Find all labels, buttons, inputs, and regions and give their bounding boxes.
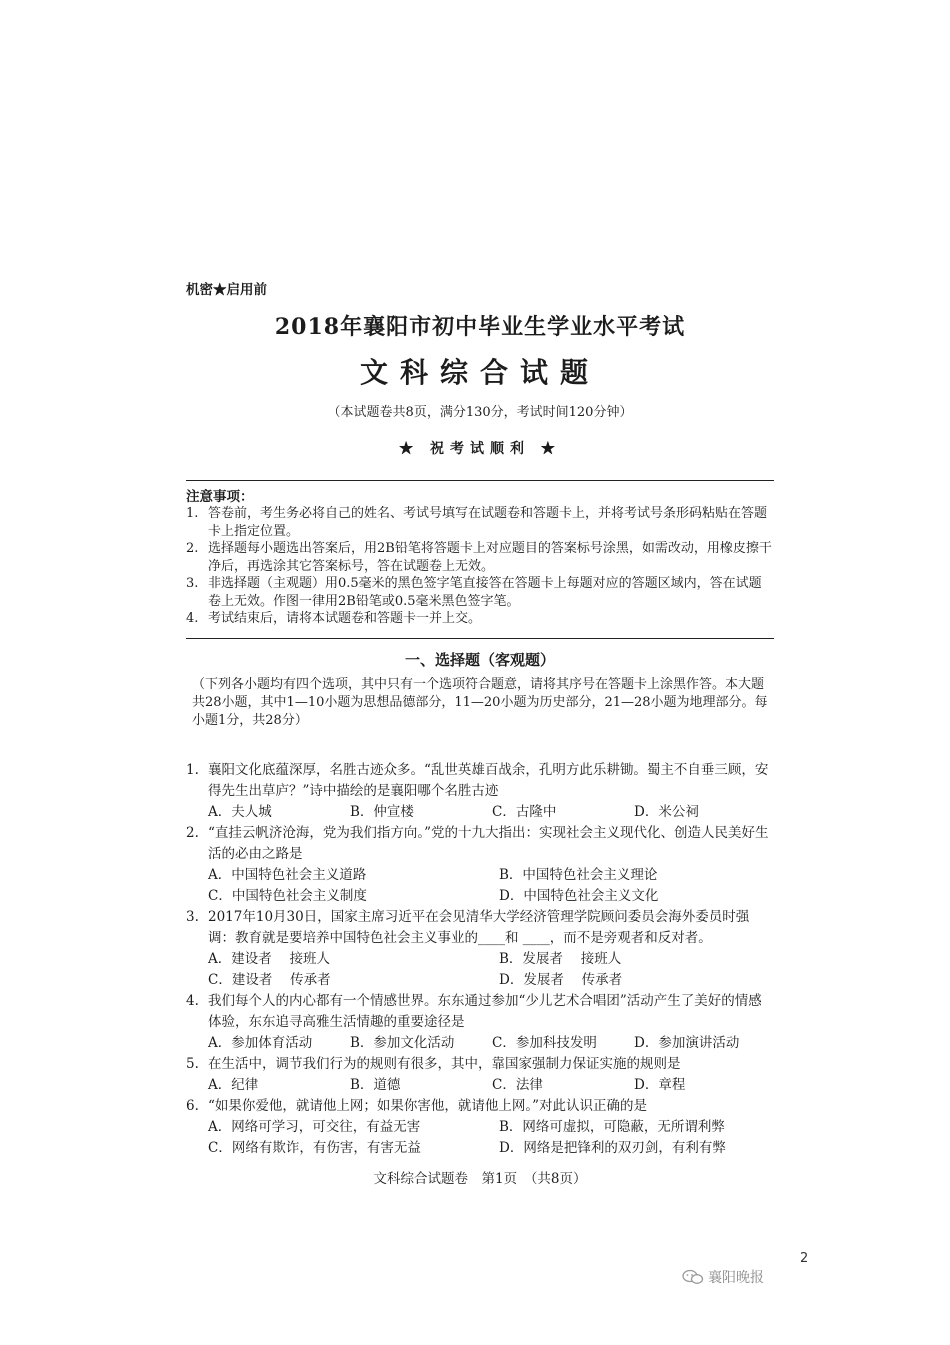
question-text: 2017年10月30日，国家主席习近平在会见清华大学经济管理学院顾问委员会海外委员时强调：教育就是要培养中国特色社会主义事业的____和 ____，而不是旁观者和反对者。	[208, 908, 750, 946]
divider-top	[186, 480, 774, 481]
option-b: B．道德	[350, 1076, 401, 1093]
question-options	[186, 1117, 774, 1138]
option-d: D．发展者 传承者	[499, 971, 623, 988]
question-number: 1.	[186, 761, 199, 778]
option-a: A．建设者 接班人	[208, 950, 331, 967]
note-number: 4.	[186, 611, 199, 626]
option-c: C．古隆中	[492, 803, 557, 820]
option-b: B．发展者 接班人	[499, 950, 622, 967]
exam-page	[186, 280, 774, 1187]
option-b: B．参加文化活动	[350, 1034, 455, 1051]
brand-name: 襄阳晚报	[708, 1270, 764, 1286]
question-number: 2.	[186, 824, 199, 841]
option-a: A．参加体育活动	[208, 1034, 313, 1051]
option-d: D．网络是把锋利的双刃剑，有利有弊	[499, 1139, 726, 1156]
note-number: 2.	[186, 541, 199, 556]
option-c: C．参加科技发明	[492, 1034, 597, 1051]
option-b: B．仲宣楼	[350, 803, 414, 820]
option-a: A．夫人城	[208, 803, 272, 820]
question-list	[186, 760, 774, 1159]
note-item	[186, 540, 774, 575]
notes-list	[186, 505, 774, 628]
page-number: 2	[800, 1251, 809, 1266]
question-stem	[186, 760, 774, 802]
question-stem	[186, 1096, 774, 1117]
question-stem	[186, 991, 774, 1033]
option-d: D．参加演讲活动	[634, 1034, 740, 1051]
option-c: C．法律	[492, 1076, 543, 1093]
exam-subtitle: 文科综合试题	[359, 356, 600, 389]
note-item	[186, 505, 774, 540]
option-c: C．建设者 传承者	[208, 971, 331, 988]
question-options	[186, 949, 774, 970]
note-number: 1.	[186, 506, 199, 521]
option-b: B．中国特色社会主义理论	[499, 866, 658, 883]
exam-wish: ★ 祝考试顺利 ★	[399, 441, 561, 457]
question-number: 3.	[186, 908, 199, 925]
wechat-icon	[682, 1269, 704, 1285]
question-number: 6.	[186, 1097, 199, 1114]
question-options	[186, 970, 774, 991]
note-text: 考试结束后，请将本试题卷和答题卡一并上交。	[208, 611, 482, 626]
note-item	[186, 610, 774, 628]
question-number: 5.	[186, 1055, 199, 1072]
option-a: A．纪律	[208, 1076, 259, 1093]
question-text: “直挂云帆济沧海，党为我们指方向。”党的十九大指出：实现社会主义现代化、创造人民美好生活的必由之路是	[208, 824, 769, 862]
question-text: 我们每个人的内心都有一个情感世界。东东通过参加“少儿艺术合唱团”活动产生了美好的情感体验，东东追寻高雅生活情趣的重要途径是	[208, 992, 762, 1030]
note-number: 3.	[186, 576, 199, 591]
option-d: D．中国特色社会主义文化	[499, 887, 659, 904]
confidential-label: 机密★启用前	[186, 282, 267, 298]
divider-bottom	[186, 638, 774, 639]
question-options	[186, 886, 774, 907]
option-d: D．米公祠	[634, 803, 699, 820]
option-b: B．网络可虚拟，可隐蔽，无所谓利弊	[499, 1118, 725, 1135]
section-title: 一、选择题（客观题）	[404, 650, 555, 669]
question-number: 4.	[186, 992, 199, 1009]
exam-title: 2018年襄阳市初中毕业生学业水平考试	[274, 314, 686, 340]
option-d: D．章程	[634, 1076, 686, 1093]
exam-info: （本试题卷共8页，满分130分，考试时间120分钟）	[327, 405, 633, 420]
brand-watermark	[682, 1267, 764, 1287]
page-footer: 文科综合试题卷 第1页 （共8页）	[373, 1170, 587, 1187]
question-options	[186, 865, 774, 886]
option-a: A．中国特色社会主义道路	[208, 866, 367, 883]
question-options	[186, 802, 774, 823]
note-text: 答卷前，考生务必将自己的姓名、考试号填写在试题卷和答题卡上，并将考试号条形码粘贴在答题卡上指定位置。	[208, 506, 768, 539]
notes-heading: 注意事项：	[186, 489, 254, 505]
question-stem	[186, 907, 774, 949]
question-stem	[186, 823, 774, 865]
question-text: “如果你爱他，就请他上网；如果你害他，就请他上网。”对此认识正确的是	[208, 1097, 648, 1114]
question-options	[186, 1138, 774, 1159]
question-options	[186, 1033, 774, 1054]
question-stem	[186, 1054, 774, 1075]
note-text: 选择题每小题选出答案后，用2B铅笔将答题卡上对应题目的答案标号涂黑，如需改动，用橡皮擦干净后，再选涂其它答案标号，答在试题卷上无效。	[208, 541, 772, 574]
question-text: 襄阳文化底蕴深厚，名胜古迹众多。“乱世英雄百战余，孔明方此乐耕锄。蜀主不自垂三顾，安得先生出草庐？”诗中描绘的是襄阳哪个名胜古迹	[208, 761, 769, 799]
section-description: （下列各小题均有四个选项，其中只有一个选项符合题意，请将其序号在答题卡上涂黑作答。本大题共28小题，其中1—10小题为思想品德部分，11—20小题为历史部分，21—28小题为地理部分。每小题1分，共28分）	[192, 676, 768, 728]
option-a: A．网络可学习，可交往，有益无害	[208, 1118, 421, 1135]
note-text: 非选择题（主观题）用0.5毫米的黑色签字笔直接答在答题卡上每题对应的答题区域内，答在试题卷上无效。作图一律用2B铅笔或0.5毫米黑色签字笔。	[208, 576, 762, 609]
option-c: C．中国特色社会主义制度	[208, 887, 367, 904]
option-c: C．网络有欺诈，有伤害，有害无益	[208, 1139, 421, 1156]
question-text: 在生活中，调节我们行为的规则有很多，其中，靠国家强制力保证实施的规则是	[208, 1055, 681, 1072]
note-item	[186, 575, 774, 610]
question-options	[186, 1075, 774, 1096]
